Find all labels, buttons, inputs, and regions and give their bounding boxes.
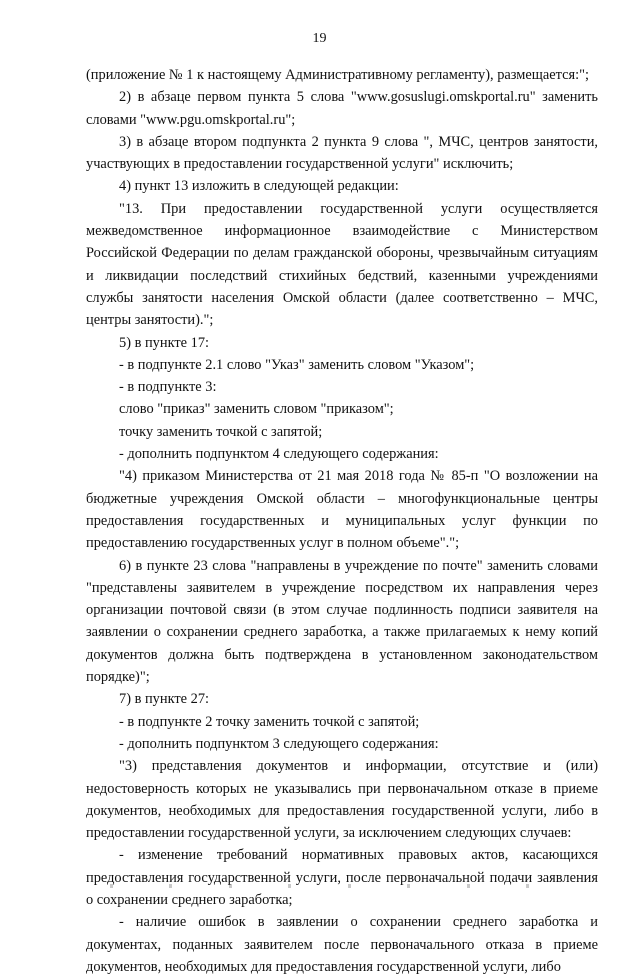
paragraph: 4) пункт 13 изложить в следующей редакции:	[119, 178, 399, 195]
paragraph: (приложение № 1 к настоящему Административному регламенту), размещается:";	[86, 67, 589, 83]
paragraph: 6) в пункте 23 слова "направлены в учреждение по почте" заменить словами "представлены заявителем в учреждение посредством их направления через организации почтовой связи (в этом случае подлинность подписи заявителя на заявлении о сохранении среднего заработка, а также прилагаемых к нему копий документов должна быть подтверждена в установленном законодательством порядке)";	[86, 557, 598, 686]
scan-artifacts	[110, 884, 529, 890]
paragraph: - дополнить подпунктом 3 следующего содержания:	[119, 735, 439, 752]
paragraph: "3) представления документов и информации, отсутствие и (или) недостоверность которых не указывались при первоначальном отказе в приеме документов, необходимых для предоставления государственной услуги, либо в предоставлении государственной услуги, за исключением следующих случаев:	[86, 758, 598, 842]
paragraph: точку заменить точкой с запятой;	[119, 423, 323, 440]
paragraph: 3) в абзаце втором подпункта 2 пункта 9 слова ", МЧС, центров занятости, участвующих в предоставлении государственной услуги" исключить;	[86, 133, 598, 173]
paragraph: - дополнить подпунктом 4 следующего содержания:	[119, 446, 439, 463]
paragraph: слово "приказ" заменить словом "приказом";	[119, 401, 394, 418]
paragraph: "4) приказом Министерства от 21 мая 2018 года № 85-п "О возложении на бюджетные учреждения Омской области – многофункциональные центры предоставления государственных и муниципальных услуг функции по предоставлению государственных услуг в полном объеме".";	[86, 468, 598, 552]
paragraph: - наличие ошибок в заявлении о сохранении среднего заработка и документах, поданных заявителем после первоначального отказа в приеме документов, необходимых для предоставления государственной услуги, либо	[86, 914, 598, 975]
document-body	[86, 64, 598, 978]
page-number: 19	[312, 31, 327, 46]
paragraph: - в подпункте 2 точку заменить точкой с запятой;	[119, 713, 420, 730]
paragraph: - в подпункте 2.1 слово "Указ" заменить словом "Указом";	[119, 356, 475, 373]
paragraph: - в подпункте 3:	[119, 379, 217, 396]
paragraph: "13. При предоставлении государственной услуги осуществляется межведомственное информационное взаимодействие с Министерством Российской Федерации по делам гражданской обороны, чрезвычайным ситуациям и ликвидации последствий стихийных бедствий, казенными учреждениями службы занятости населения Омской области (далее соответственно – МЧС, центры занятости).";	[86, 200, 598, 329]
paragraph: - изменение требований нормативных правовых актов, касающихся предоставления государственной услуги, после первоначальной подачи заявления о сохранении среднего заработка;	[86, 847, 598, 908]
paragraph: 5) в пункте 17:	[119, 334, 210, 351]
paragraph: 7) в пункте 27:	[119, 691, 210, 708]
paragraph: 2) в абзаце первом пункта 5 слова "www.gosuslugi.omskportal.ru" заменить словами "www.pgu.omskportal.ru";	[86, 89, 598, 128]
